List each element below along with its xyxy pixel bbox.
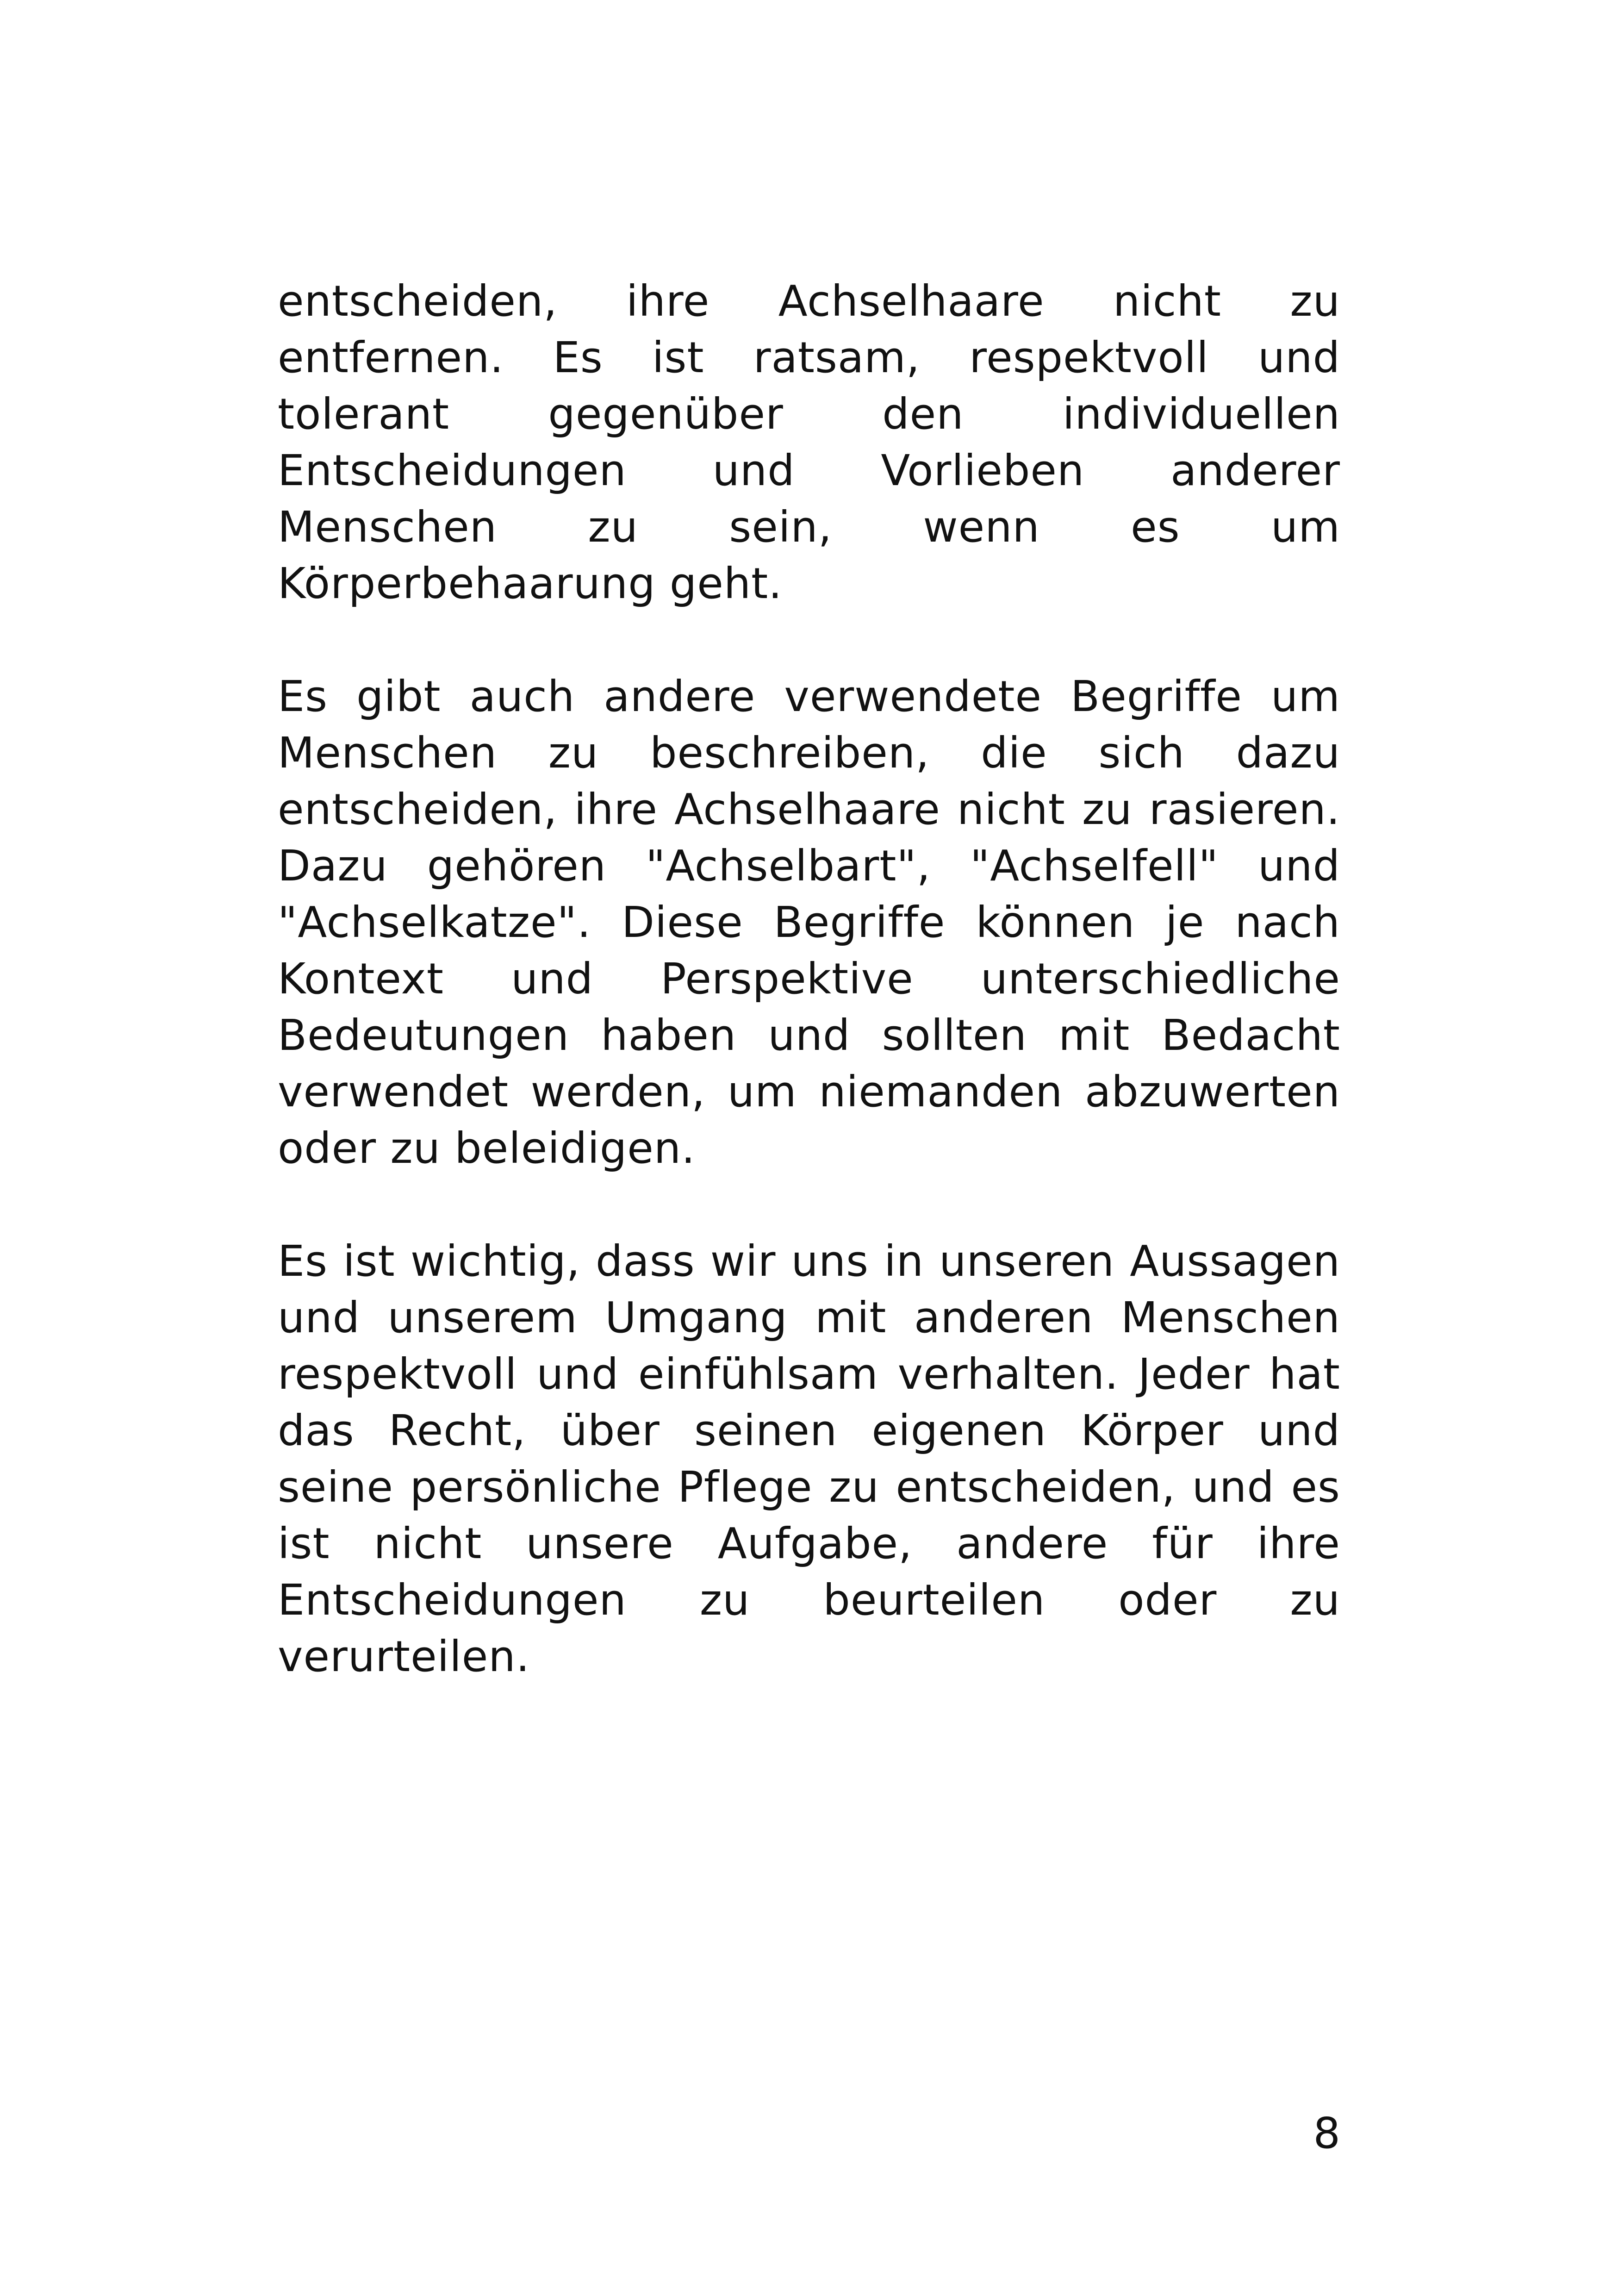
paragraph-2: Es gibt auch andere verwendete Begriffe um Menschen zu beschreiben, die sich dazu entscheiden, ihre Achselhaare nicht zu rasieren. Dazu gehören "Achselbart", "Achselfell" und "Achselkatze". Diese Begriffe können je nach Kontext und Perspektive unterschiedliche Bedeutungen haben und sollten mit Bedacht verwendet werden, um niemanden abzuwerten oder zu beleidigen.: [278, 672, 1340, 1173]
page-number: 8: [1313, 2109, 1340, 2158]
paragraph-3: Es ist wichtig, dass wir uns in unseren Aussagen und unserem Umgang mit anderen Menschen respektvoll und einfühlsam verhalten. Jeder hat das Recht, über seinen eigenen Körper und seine persönliche Pflege zu entscheiden, und es ist nicht unsere Aufgabe, andere für ihre Entscheidungen zu beurteilen oder zu verurteilen.: [278, 1236, 1340, 1681]
body-text: [278, 273, 1340, 1685]
paragraph-1: entscheiden, ihre Achselhaare nicht zu entfernen. Es ist ratsam, respektvoll und tolerant gegenüber den individuellen Entscheidungen und Vorlieben anderer Menschen zu sein, wenn es um Körperbehaarung geht.: [278, 276, 1340, 608]
